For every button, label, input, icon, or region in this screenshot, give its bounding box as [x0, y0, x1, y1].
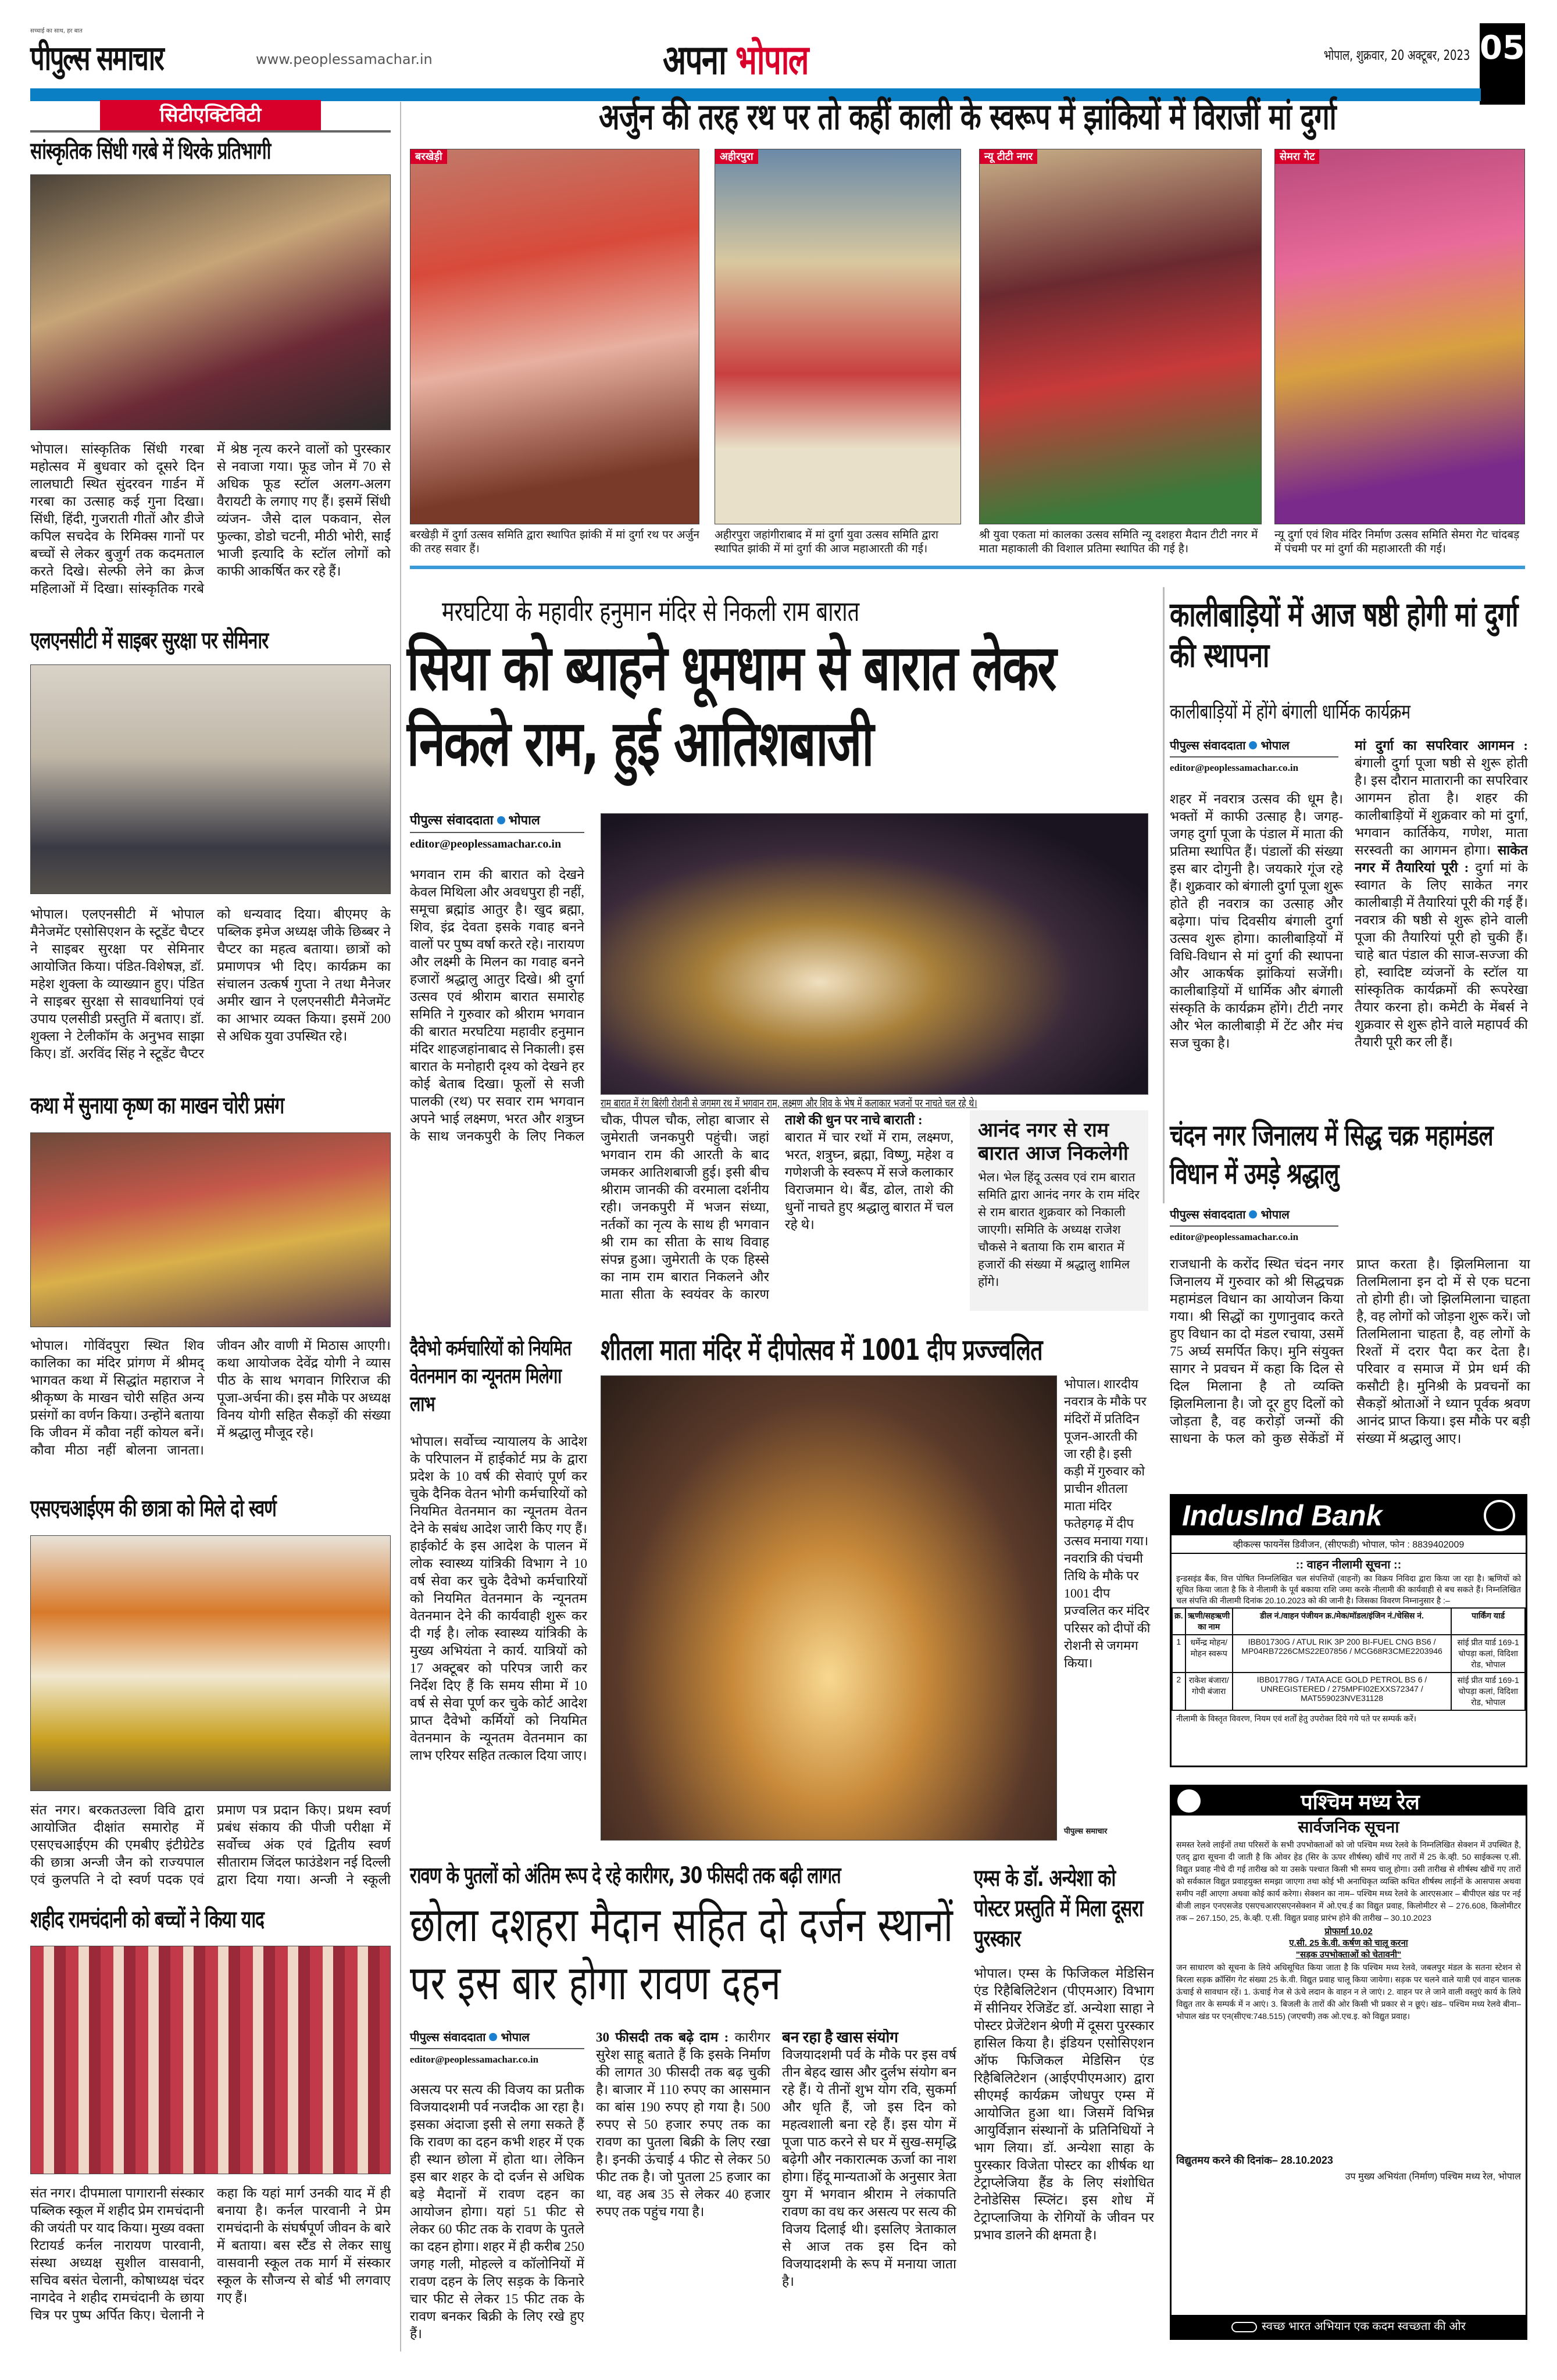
story-text: बंगाली दुर्गा पूजा षष्ठी से शुरू होती है। इस दौरान मातारानी का सपरिवार आगमन होता है। शहर की कालीबाड़ियों में शुक्रवार को मां दुर्गा, भगवान कार्तिकेय, गणेश, माता सरस्वती का आगमन होगा।: [1355, 756, 1528, 857]
byline-author: पीपुल्स संवाददाता: [410, 813, 494, 828]
bullet-icon: [1249, 741, 1257, 749]
story-body: भोपाल। एलएनसीटी में भोपाल मैनेजमेंट एसोसिएशन के स्टूडेंट चैप्टर ने साइबर सुरक्षा पर सेमिनार आयोजित किया। पंडित-विशेषज्ञ, डॉ. महेश शुक्ला के व्याख्यान हुए। पंडित ने साइबर सुरक्षा से सावधानियां एवं उपाय एलसीडी प्रस्तुति में बताए। डॉ. शुक्ला ने टेलीकॉम के अनुभव साझा किए। डॉ. अरविंद सिंह ने स्टूडेंट चैप्टर को धन्यवाद दिया। बीएमए के पब्लिक इमेज अध्यक्ष जीके छिब्बर ने चैप्टर का महत्व बताया। छात्रों को प्रमाणपत्र भी दिए। कार्यक्रम का संचालन उत्कर्ष गुप्ता ने तथा मैनेजर अमीर खान ने एलएनसीटी मैनेजमेंट का आभार व्यक्त किया। इसमें 200 से अधिक युवा उपस्थित रहे।: [30, 907, 391, 1061]
divider: [410, 566, 1525, 569]
ad-date: विद्युतमय करने की दिनांक– 28.10.2023: [1176, 2154, 1333, 2166]
photo-credit: पीपुल्स समाचार: [1064, 1827, 1108, 1836]
bullet-icon: [489, 2033, 497, 2041]
column-header: डील नं./वाहन पंजीयन क्र./मेक/मॉडल/इंजिन नं./चेसिस नं.: [1233, 1608, 1452, 1635]
story-text: कारीगर सुरेश साहू बताते हैं कि इसके निर्माण की लागत 30 फीसदी तक बढ़ चुकी है। बाजार में 110 रुपए का आसमान का बांस 190 रुपए हो गया है। 500 रुपए से 50 हजार रुपए तक का रावण का पुतला बिक्री के लिए रखा है। इनकी ऊंचाई 4 फीट से लेकर 50 फीट तक है। जो पुतला 25 हजार का था, वह अब 35 से लेकर 40 हजार रुपए तक पहुंच गया है।: [596, 2030, 770, 2219]
ram-barat-photo: [601, 813, 1148, 1095]
table-cell: राकेश बंजारा/ गोपी बंजारा: [1185, 1673, 1233, 1710]
table-cell: सांई प्रीत यार्ड 169-1 चोपड़ा कलां, विदिशा रोड, भोपाल: [1451, 1673, 1525, 1710]
ad-org: पश्चिम मध्य रेल: [1301, 1789, 1420, 1814]
photo-location-label: अहीरपुरा: [715, 149, 758, 164]
seminar-photo: [30, 664, 391, 894]
katha-photo: [30, 1132, 391, 1327]
sidebar-headline: आनंद नगर से राम बारात आज निकलेगी: [978, 1118, 1129, 1165]
column-header: पार्किंग यार्ड: [1451, 1608, 1525, 1635]
swachh-bharat-banner: [1172, 2315, 1526, 2338]
photo-caption: बरखेड़ी में दुर्गा उत्सव समिति द्वारा स्थापित झांकी में मां दुर्गा रथ पर अर्जुन की तरह सवार हैं।: [410, 528, 699, 555]
story-headline: शीतला माता मंदिर में दीपोत्सव में 1001 दीप प्रज्ज्वलित: [601, 1333, 1042, 1367]
story-body: भोपाल। एम्स के फिजिकल मेडिसिन एंड रिहैबिलिटेशन (पीएमआर) विभाग में सीनियर रेजिडेंट डॉ. अन्येशा साहा ने पोस्टर प्रेजेंटेशन श्रेणी में दूसरा पुरस्कार हासिल किया है। इंडियन एसोसिएशन ऑफ फिजिकल मेडिसिन एंड रिहैबिलिटेशन (आईएपीएमआर) द्वारा सीएमई कार्यक्रम जोधपुर एम्स में आयोजित हुआ था। जिसमें विभिन्न आयुर्विज्ञान संस्थानों के प्रतिनिधियों ने भाग लिया। डॉ. अन्येशा साहा के पुरस्कार विजेता पोस्टर का शीर्षक था टेट्राप्लेजिया हैंड के लिए संशोधित टेनोडेसिस स्प्लिंट। इस शोध में टेट्राप्लाजिया के रोगियों के जीवन पर प्रभाव डालने की क्षमता है।: [974, 1966, 1154, 2242]
story-headline: एम्स के डॉ. अन्येशा को पोस्टर प्रस्तुति में मिला दूसरा पुरस्कार: [974, 1865, 1143, 1952]
story-kicker: रावण के पुतलों को अंतिम रूप दे रहे कारीगर, 30 फीसदी तक बढ़ी लागत: [410, 1863, 841, 1889]
convocation-photo: [30, 1535, 391, 1791]
photo-location-label: बरखेड़ी: [410, 149, 447, 164]
durga-photo-ahirpura: [715, 149, 961, 524]
byline-author: पीपुल्स संवाददाता: [410, 2030, 486, 2044]
editor-email[interactable]: editor@peoplessamachar.co.in: [410, 838, 562, 850]
garba-photo: [30, 174, 391, 430]
story-headline: एसएचआईएम की छात्रा को मिले दो स्वर्ण: [30, 1495, 276, 1522]
column-header: ऋणी/सहऋणी का नाम: [1185, 1608, 1233, 1635]
section-title-part1: अपना: [663, 36, 726, 84]
photo-caption: न्यू दुर्गा एवं शिव मंदिर निर्माण उत्सव समिति सेमरा गेट चांदबड़ में पंचमी पर मां दुर्गा की महाआरती की गई।: [1274, 528, 1520, 555]
table-cell: सांई प्रीत यार्ड 169-1 चोपड़ा कलां, विदिशा रोड, भोपाल: [1451, 1635, 1525, 1673]
table-row: [1172, 1673, 1525, 1710]
story-body: भोपाल। सांस्कृतिक सिंधी गरबा महोत्सव में बुधवार को दूसरे दिन लालघाटी स्थित सुंदरवन गार्डन में गरबा का उत्साह कई गुना दिखा। सिंधी, हिंदी, गुजराती गीतों और डीजे कपिल सचदेव के रिमिक्स गानों पर बच्चों से लेकर बुजुर्ग तक कदमताल करते दिखे। सेल्फी लेने का क्रेज महिलाओं में दिखा। सांस्कृतिक गरबे में श्रेष्ठ नृत्य करने वालों को पुरस्कार से नवाजा गया। फूड जोन में 70 से अधिक फूड स्टॉल अलग-अलग वैरायटी के लगाए गए हैं। इसमें सिंधी व्यंजन- जैसे दाल पकवान, सेल फुल्का, डोडो चटनी, मीठी भोरी, साईं भाजी इत्यादि के स्टॉल लोगों को काफी आकर्षित कर रहे हैं।: [30, 442, 391, 596]
story-body-col3: [782, 2029, 956, 2346]
story-headline: सांस्कृतिक सिंधी गरबे में थिरके प्रतिभागी: [30, 138, 271, 165]
story-body: चौक, पीपल चौक, लोहा बाजार से जुमेराती जनकपुरी पहुंची। जहां भगवान राम की आरती के बाद जमकर आतिशबाजी हुई। इसी बीच श्रीराम जानकी की वरमाला दर्शनीय रही। जनकपुरी में भजन संध्या, नर्तकों का नृत्य के साथ ही भगवान श्री राम का सीता के साथ विवाह संपन्न हुआ। जुमेराती के एक हिस्से का नाम राम बारात निकलने और माता सीता के स्वयंवर के कारण: [601, 1113, 769, 1302]
school-tribute-photo: [30, 1946, 391, 2174]
story-headline: कालीबाड़ियों में आज षष्ठी होगी मां दुर्गा की स्थापना: [1170, 595, 1518, 675]
story-headline: एलएनसीटी में साइबर सुरक्षा पर सेमिनार: [30, 627, 269, 654]
story-body-col2: [1355, 737, 1528, 1060]
editor-email[interactable]: editor@peoplessamachar.co.in: [1170, 762, 1299, 773]
table-cell: 2: [1172, 1673, 1185, 1710]
story-subhead: ताशे की धुन पर नाचे बाराती :: [785, 1113, 923, 1127]
bullet-icon: [1249, 1210, 1257, 1218]
story-headline: छोला दशहरा मैदान सहित दो दर्जन स्थानों पर इस बार होगा रावण दहन: [410, 1897, 954, 2011]
durga-photo-tt-nagar: [979, 149, 1262, 524]
diya-photo: [601, 1375, 1057, 1841]
byline-block: [410, 811, 584, 851]
railway-emblem-icon: [1177, 1789, 1201, 1813]
byline-block: [1170, 737, 1338, 774]
photo-location-label: सेमरा गेट: [1275, 149, 1319, 164]
ad-title: :: वाहन नीलामी सूचना ::: [1295, 1559, 1402, 1571]
globe-logo-icon: [1484, 1500, 1515, 1531]
inline-subhead: साकेत नगर में तैयारियां पूरी :: [1355, 843, 1528, 875]
inline-subhead: मां दुर्गा का सपरिवार आगमन :: [1355, 738, 1528, 753]
swachh-slogan: स्वच्छ भारत अभियान एक कदम स्वच्छता की ओर: [1262, 2320, 1466, 2333]
ad-division: व्हीकल्स फायनेंस डिवीजन, (सीएफडी) भोपाल, फोन : 8839402009: [1172, 1535, 1526, 1554]
ad-intro: इन्डसइंड बैंक, वित्त पोषित निम्नलिखित चल संपत्तियों (वाहनों) का विक्रय निविदा द्वारा किया जा रहा है। ऋणियों को सूचित किया जाता है कि वे नीलामी के पूर्व बकाया राशि जमा करके नीलामी की कार्यवाही से बच सकते हैं। निम्नलिखित चल संपत्ति की नीलामी दिनांक 20.10.2023 को की जानी है। जिसका विवरण निम्नानुसार है :–: [1176, 1574, 1521, 1605]
editor-email[interactable]: editor@peoplessamachar.co.in: [410, 2054, 539, 2065]
story-body: भोपाल। सर्वोच्च न्यायालय के आदेश के परिपालन में हाईकोर्ट मप्र के द्वारा प्रदेश के 10 वर्ष की सेवाएं पूर्ण कर चुके दैनिक वेतन भोगी कर्मचारियों को नियमित वेतनमान का न्यूनतम वेतन देने के सबंध आदेश जारी किए गए हैं। हाईकोर्ट के इस आदेश के पालन में लोक स्वास्थ्य यांत्रिकी विभाग ने 10 वर्ष सेवा कर चुके दैवेभो कर्मचारियों को नियमित वेतनमान के न्यूनतम वेतनमान देने की कार्यवाही शुरू कर दी गई है। लोक स्वास्थ्य यांत्रिकी के मुख्य अभियंता ने कार्य. यात्रियों को 17 अक्टूबर को परिपत्र जारी कर निर्देश दिए हैं कि समय सीमा में 10 वर्ष से सेवा पूर्ण कर चुके कोर्ट आदेश प्राप्त दैवेभो कर्मियों को नियमित वेतनमान के न्यूनतम वेतनमान का लाभ एरियर सहित तत्काल दिया जाए।: [410, 1434, 587, 1763]
ad-body: समस्त रेलवे लाईनों तथा परिसरों के सभी उपभोक्ताओं को जो पश्चिम मध्य रेलवे के निम्नलिखित सेक्शन में उपस्थित है, एतद् द्वारा सूचना दी जाती है कि ओवर हेड (सिर के ऊपर शीर्षस्थ) खीचें गए तारों में 25 के.व्ही. 50 साईकल्स ए.सी. विद्युत प्रवाह नीचे दी गई तारीख को या उसके पश्चात किसी भी समय चालू होगा। उसी तारीख से शीर्षस्थ खीचें गए तारों को सर्वकाल विद्युत प्रवाहयुक्त समझा जाएगा तथा कोई भी अनाधिकृत व्यक्ति कथित शीर्षस्थ लाईनों के आसपास अथवा समीप नहीं आएगा अथवा कोई कार्य करेगा। सेक्शन का नाम– पश्चिम मध्य रेलवे के आरएसआर – बीपीएल खंड पर नई बीजी लाइन एनएसजेड एसएचआरएसएनसेक्शन में ओ.एच.ई का विद्युत प्रवाह, किलोमीटर से – 276.608, किलोमीटर तक – 267.150, 25, के.व्ही. ए.सी. विद्युत प्रवाह प्रारंभ होने की तारीख – 30.10.2023: [1176, 1840, 1521, 1922]
swachh-glasses-icon: [1231, 2322, 1257, 2332]
section-title-part2: भोपाल: [735, 36, 808, 84]
story-body: असत्य पर सत्य की विजय का प्रतीक विजयादशमी पर्व नजदीक आ रहा है। इसका अंदाजा इसी से लगा सकते हैं कि रावण का दहन कभी शहर में एक ही स्थान छोला में होता था। लेकिन इस बार शहर के दो दर्जन से अधिक बड़े मैदानों में रावण दहन का आयोजन होगा। यहां 51 फीट से लेकर 60 फीट तक के रावण के पुतले का दहन होगा। शहर में ही करीब 250 जगह गली, मोहल्ले व कॉलोनियों में रावण दहन के लिए सड़क के किनारे चार फीट से लेकर 15 फीट तक के रावण बनकर बिक्री के लिए रखे हुए हैं।: [410, 2082, 584, 2341]
story-body-col3: [785, 1112, 954, 1303]
feature-headline: अर्जुन की तरह रथ पर तो कहीं काली के स्वरूप में झांकियों में विराजीं मां दुर्गा: [599, 95, 1336, 138]
story-body: बारात में चार रथों में राम, लक्ष्मण, भरत, शत्रुघ्न, ब्रह्मा, विष्णु, महेश व गणेशजी के स्वरूप में सजे कलाकार विराजमान थे। बैंड, ढोल, ताशे की धुनों नाचते हुए श्रद्धालु बारात में चल रहे थे।: [785, 1130, 954, 1232]
story-kicker: मरघटिया के महावीर हनुमान मंदिर से निकली राम बारात: [442, 595, 860, 628]
bullet-icon: [497, 816, 505, 824]
story-body-col2: [596, 2029, 770, 2346]
inline-subhead: 30 फीसदी तक बढ़े दाम :: [596, 2030, 729, 2045]
column-header: क्र.: [1172, 1608, 1185, 1635]
page-number: 05: [1480, 23, 1525, 105]
table-cell: 1: [1172, 1635, 1185, 1673]
story-headline: शहीद रामचंदानी को बच्चों ने किया याद: [30, 1906, 264, 1933]
photo-caption: अहीरपुरा जहांगीराबाद में मां दुर्गा युवा उत्सव समिति द्वारा स्थापित झांकी में मां दुर्गा की आज महाआरती की गई।: [715, 528, 938, 555]
section-title: [663, 30, 808, 86]
byline-author: पीपुल्स संवाददाता: [1170, 1207, 1246, 1221]
story-text: दुर्गा मां के स्वागत के लिए साकेत नगर कालीबाड़ी में तैयारियां पूरी की गई हैं। नवरात्र की षष्ठी से शुरू होने वाली पूजा की तैयारियां पूरी हो चुकी हैं। चाहे बात पंडाल की साज-सज्जा की हो, स्वादिष्ट व्यंजनों के स्टॉल या सांस्कृतिक कार्यक्रमों की रूपरेखा तैयार करना हो। कमेटी के मेंबर्स ने शुक्रवार से शुरू होने वाले महापर्व की तैयारी पूरी कर ली हैं।: [1355, 860, 1528, 1049]
auction-table: [1172, 1607, 1526, 1711]
story-body: भोपाल। गोविंदपुरा स्थित शिव कालिका का मंदिर प्रांगण में श्रीमद् भागवत कथा में सिद्धांत महाराज ने श्रीकृष्ण के माखन चोरी सहित अन्य प्रसंगों का वर्णन किया। उन्होंने बताया कि जीवन में कौवा नहीं कोयल बनें। कौवा मीठा नहीं बोलना जानता। जीवन और वाणी में मिठास आएगी। कथा आयोजक देवेंद्र योगी ने व्यास पीठ के साथ भगवान गिरिराज की पूजा-अर्चना की। इस मौके पर अध्यक्ष विनय योगी सहित सैकड़ों की संख्या में श्रद्धालु मौजूद रहे।: [30, 1338, 391, 1457]
table-cell: IBB01778G / TATA ACE GOLD PETROL BS 6 / UNREGISTERED / 275MPFI02EXXS72347 / MAT559023NVE31128: [1233, 1673, 1452, 1710]
divider: [30, 130, 391, 133]
table-row: [1172, 1635, 1525, 1673]
table-header-row: [1172, 1608, 1525, 1635]
indusind-logo: IndusInd Bank: [1182, 1499, 1383, 1532]
story-headline: दैवेभो कर्मचारियों को नियमित वेतनमान का न्यूनतम मिलेगा लाभ: [410, 1336, 572, 1416]
column-divider: [400, 102, 401, 2352]
ad-title: सार्वजनिक सूचना: [1298, 1818, 1399, 1836]
story-text: विजयादशमी पर्व के मौके पर इस वर्ष तीन बेहद खास और दुर्लभ संयोग बन रहे हैं। ये तीनों शुभ योग रवि, सुकर्मा और धृति हैं, जो इस दिन को महत्वशाली बना रहे हैं। इस योग में पूजा पाठ करने से घर में सुख-समृद्धि बढ़ेगी और नकारात्मक ऊर्जा का नाश होगा। हिंदू मान्यताओं के अनुसार त्रेता युग में भगवान श्रीराम ने लंकापति रावण का वध कर असत्य पर सत्य की विजय दिलाई थी। इसलिए त्रेताकाल से आज तक इस दिन को विजयादशमी के रूप में मनाया जाता है।: [782, 2047, 956, 2289]
story-body: संत नगर। बरकतउल्ला विवि द्वारा आयोजित दीक्षांत समारोह में एसएचआईएम की एमबीए इंटीग्रेटेड की छात्रा अन्जी जैन को राज्यपाल एवं कुलपति ने दो स्वर्ण पदक एवं प्रमाण पत्र प्रदान किए। प्रथम स्वर्ण प्रबंध संकाय की पीजी परीक्षा में सर्वोच्च अंक एवं द्वितीय स्वर्ण सीताराम जिंदल फाउंडेशन नई दिल्ली द्वारा दिया गया। अन्जी ने स्कूली: [30, 1803, 391, 1887]
photo-caption: राम बारात में रंग बिरंगी रोशनी से जगमग रथ में भगवान राम, लक्ष्मण और शिव के भेष में कलाकार भजनों पर नाचते चल रहे थे।: [601, 1097, 977, 1110]
byline-city: भोपाल: [501, 2030, 530, 2044]
inline-subhead: बन रहा है खास संयोग: [782, 2029, 898, 2046]
byline-author: पीपुल्स संवाददाता: [1170, 738, 1246, 752]
editor-email[interactable]: editor@peoplessamachar.co.in: [1170, 1231, 1299, 1242]
city-activity-tag: सिटीएक्टिविटी: [100, 100, 321, 130]
dateline: भोपाल, शुक्रवार, 20 अक्टूबर, 2023: [1323, 47, 1470, 63]
byline-city: भोपाल: [508, 813, 540, 828]
table-cell: धर्मेन्द्र मोहन/ मोहन स्वरूप: [1185, 1635, 1233, 1673]
ad-body-2: जन साधारण को सूचना के लिये अधिसूचित किया जाता है कि पश्चिम मध्य रेलवे, जबलपुर मंडल के सतना स्टेशन से बिरला सड़क क्रॉसिंग गेट संख्या 25 के.वी. विद्युत प्रवाह चालू किया जायेगा। सड़क पर चलने वाले यात्री एवं वाहन चालक ऊंचाई से सावधान रहें। 1. ऊंचाई गेज से ऊंचे लदान के वाहन न ले जाएं। 2. वाहन पर ले जाने वाली वस्तुएं कार्य के लिये विद्युत तार के सम्पर्क में न आएं। 3. बिजली के तारों की ओर किसी भी प्रकार से न छूएं। खंड– पश्चिम मध्य रेलवे बीना–भोपाल खंड पर एन(सीएच:748.515) (जएचपी) तक ओ.एच.इ. को विद्युत प्रवाह।: [1176, 1963, 1521, 2021]
ad-footer: नीलामी के विस्तृत विवरण, नियम एवं शर्तों हेतु उपरोक्त दिये गये पते पर सम्पर्क करें।: [1176, 1714, 1417, 1723]
story-body: राजधानी के करोंद स्थित चंदन नगर जिनालय में गुरुवार को श्री सिद्धचक्र महामंडल विधान का आयोजन किया गया। श्री सिद्धों का गुणानुवाद करते हुए विधान का दो मंडल रचाया, उसमें 75 अर्घ्य समर्पित किए। मुनि संयुक्त सागर ने प्रवचन में कहा कि दिल से दिल मिलाना है तो व्यक्ति झिलमिलाना है। जो दूर हुए दिलों को जोड़ता है, वह करोड़ों जन्मों की साधना के फल को कुछ सेकेंडों में प्राप्त करता है। झिलमिलाना या तिलमिलाना इन दो में से एक घटना तो होगी ही। जो झिलमिलाना चाहता है, वह लोगों को जोड़ना शुरू करें। जो तिलमिलाना चाहता है, वह लोगों के रिश्तों में दरार पैदा कर देता है। परिवार व समाज में प्रेम धर्म की कसौटी है। मुनिश्री के प्रवचनों का सैकड़ों श्रोताओं ने ध्यान पूर्वक श्रवण आनंद प्राप्त किया। इस मौके पर बड़ी संख्या में श्रद्धालु आए।: [1170, 1257, 1530, 1446]
byline-block: [410, 2029, 584, 2065]
story-headline: कथा में सुनाया कृष्ण का माखन चोरी प्रसंग: [30, 1092, 284, 1119]
story-body: शहर में नवरात्र उत्सव की धूम है। भक्तों में काफी उत्साह है। जगह-जगह दुर्गा पूजा के पंडाल में माता की प्रतिमा स्थापित हैं। पंडालों की संख्या इस बार दोगुनी है। जयकारे गूंज रहे हैं। शुक्रवार को बंगाली दुर्गा पूजा शुरू होते ही नवरात्र का उत्साह और बढ़ेगा। पांच दिवसीय बंगाली दुर्गा उत्सव शुरू होगा। कालीबाड़ियों में विधि-विधान से मां दुर्गा की स्थापना और आकर्षक झांकियां सजेंगी। कालीबाड़ियों में धार्मिक और बंगाली संस्कृति के कार्यक्रम होंगे। टीटी नगर और भेल कालीबाड़ी में टेंट और मंच सज चुका है।: [1170, 792, 1343, 1050]
sidebar-box: [970, 1110, 1148, 1311]
indusind-auction-ad: [1170, 1494, 1527, 1767]
sidebar-body: भेल। भेल हिंदू उत्सव एवं राम बारात समिति द्वारा आनंद नगर के राम मंदिर से राम बारात शुक्रवार को निकाली जाएगी। समिति के अध्यक्ष राजेश चौकसे ने बताया कि राम बारात में हजारों की संख्या में श्रद्धालु शामिल होंगे।: [978, 1170, 1140, 1289]
photo-location-label: न्यू टीटी नगर: [980, 149, 1037, 164]
photo-caption: श्री युवा एकता मां कालका उत्सव समिति न्यू दशहरा मैदान टीटी नगर में माता महाकाली की विशाल प्रतिमा स्थापित की गई है।: [979, 528, 1258, 555]
railway-notice-ad: [1170, 1785, 1527, 2340]
story-headline: सिया को ब्याहने धूमधाम से बारात लेकर निकले राम, हुई आतिशबाजी: [407, 632, 1056, 780]
durga-photo-barkhedi: [410, 149, 699, 524]
ad-proforma: प्रोफार्मा 10.02: [1324, 1927, 1373, 1936]
newspaper-logo[interactable]: पीपुल्स समाचार: [30, 38, 163, 78]
ad-warning: "सड़क उपभोक्ताओं को चेतावनी": [1295, 1950, 1402, 1960]
story-headline: चंदन नगर जिनालय में सिद्ध चक्र महामंडल विधान में उमड़े श्रद्धालु: [1170, 1118, 1493, 1191]
column-divider: [1163, 587, 1165, 1203]
story-subhead: कालीबाड़ियों में होंगे बंगाली धार्मिक कार्यक्रम: [1170, 701, 1410, 724]
byline-city: भोपाल: [1260, 1207, 1290, 1221]
ad-subtitle: ए.सी. 25 के.वी. कर्षण को चालू करना: [1289, 1938, 1408, 1948]
ad-signatory: उप मुख्य अभियंता (निर्माण) पश्चिम मध्य रेल, भोपाल: [1345, 2172, 1521, 2182]
byline-block: [1170, 1206, 1338, 1243]
story-body: भोपाल। शारदीय नवरात्र के मौके पर मंदिरों में प्रतिदिन पूजन-आरती की जा रही है। इसी कड़ी में गुरुवार को प्राचीन शीतला माता मंदिर फतेहगढ़ में दीप उत्सव मनाया गया। नवरात्रि की पंचमी तिथि के मौके पर 1001 दीप प्रज्वलित कर मंदिर परिसर को दीपों की रोशनी से जगमग किया।: [1064, 1377, 1151, 1670]
durga-photo-semra-gate: [1274, 149, 1525, 524]
logo-tagline: सच्चाई का साथ, हर बात: [30, 28, 83, 34]
table-cell: IBB01730G / ATUL RIK 3P 200 BI-FUEL CNG BS6 / MP04RB7226CMS22E07856 / MCG68R3CME2203946: [1233, 1635, 1452, 1673]
website-link[interactable]: www.peoplessamachar.in: [256, 51, 433, 67]
story-body: संत नगर। दीपमाला पागारानी संस्कार पब्लिक स्कूल में शहीद प्रेम रामचंदानी की जयंती पर याद किया। मुख्य वक्ता रिटायर्ड कर्नल नारायण पारवानी, संस्था अध्यक्ष सुशील वासवानी, सचिव बसंत चेलानी, कोषाध्यक्ष चंदर नागदेव ने शहीद रामचंदानी के छाया चित्र पर पुष्प अर्पित किए। चेलानी ने कहा कि यहां मार्ग उनकी याद में ही बनाया है। कर्नल पारवानी ने प्रेम रामचंदानी के संघर्षपूर्ण जीवन के बारे में बताया। बस स्टैंड से लेकर साधु वासवानी स्कूल तक मार्ग में संस्कार स्कूल के सौजन्य से बोर्ड भी लगवाए गए हैं।: [30, 2186, 391, 2322]
story-body: भगवान राम की बारात को देखने केवल मिथिला और अवधपुरा ही नहीं, समूचा ब्रह्मांड आतुर है। खुद ब्रह्मा, शिव, इंद्र देवता इसके गवाह बनने वालों पर पुष्प वर्षा करते रहे। नारायण और लक्ष्मी के मिलन का गवाह बनने हजारों श्रद्धालु आतुर दिखे। श्री दुर्गा उत्सव एवं श्रीराम बारात समारोह समिति ने गुरुवार को श्रीराम भगवान की बारात मरघटिया महावीर हनुमान मंदिर शाहजहांनाबाद से निकाली। इस बारात के मनोहारी दृश्य को देखने हर कोई बेताब दिखा। फूलों से सजी पालकी (रथ) पर सवार राम भगवान अपने भाई लक्ष्मण, भरत और शत्रुघ्न के साथ जनकपुरी के लिए निकल: [410, 867, 584, 1143]
byline-city: भोपाल: [1260, 738, 1290, 752]
